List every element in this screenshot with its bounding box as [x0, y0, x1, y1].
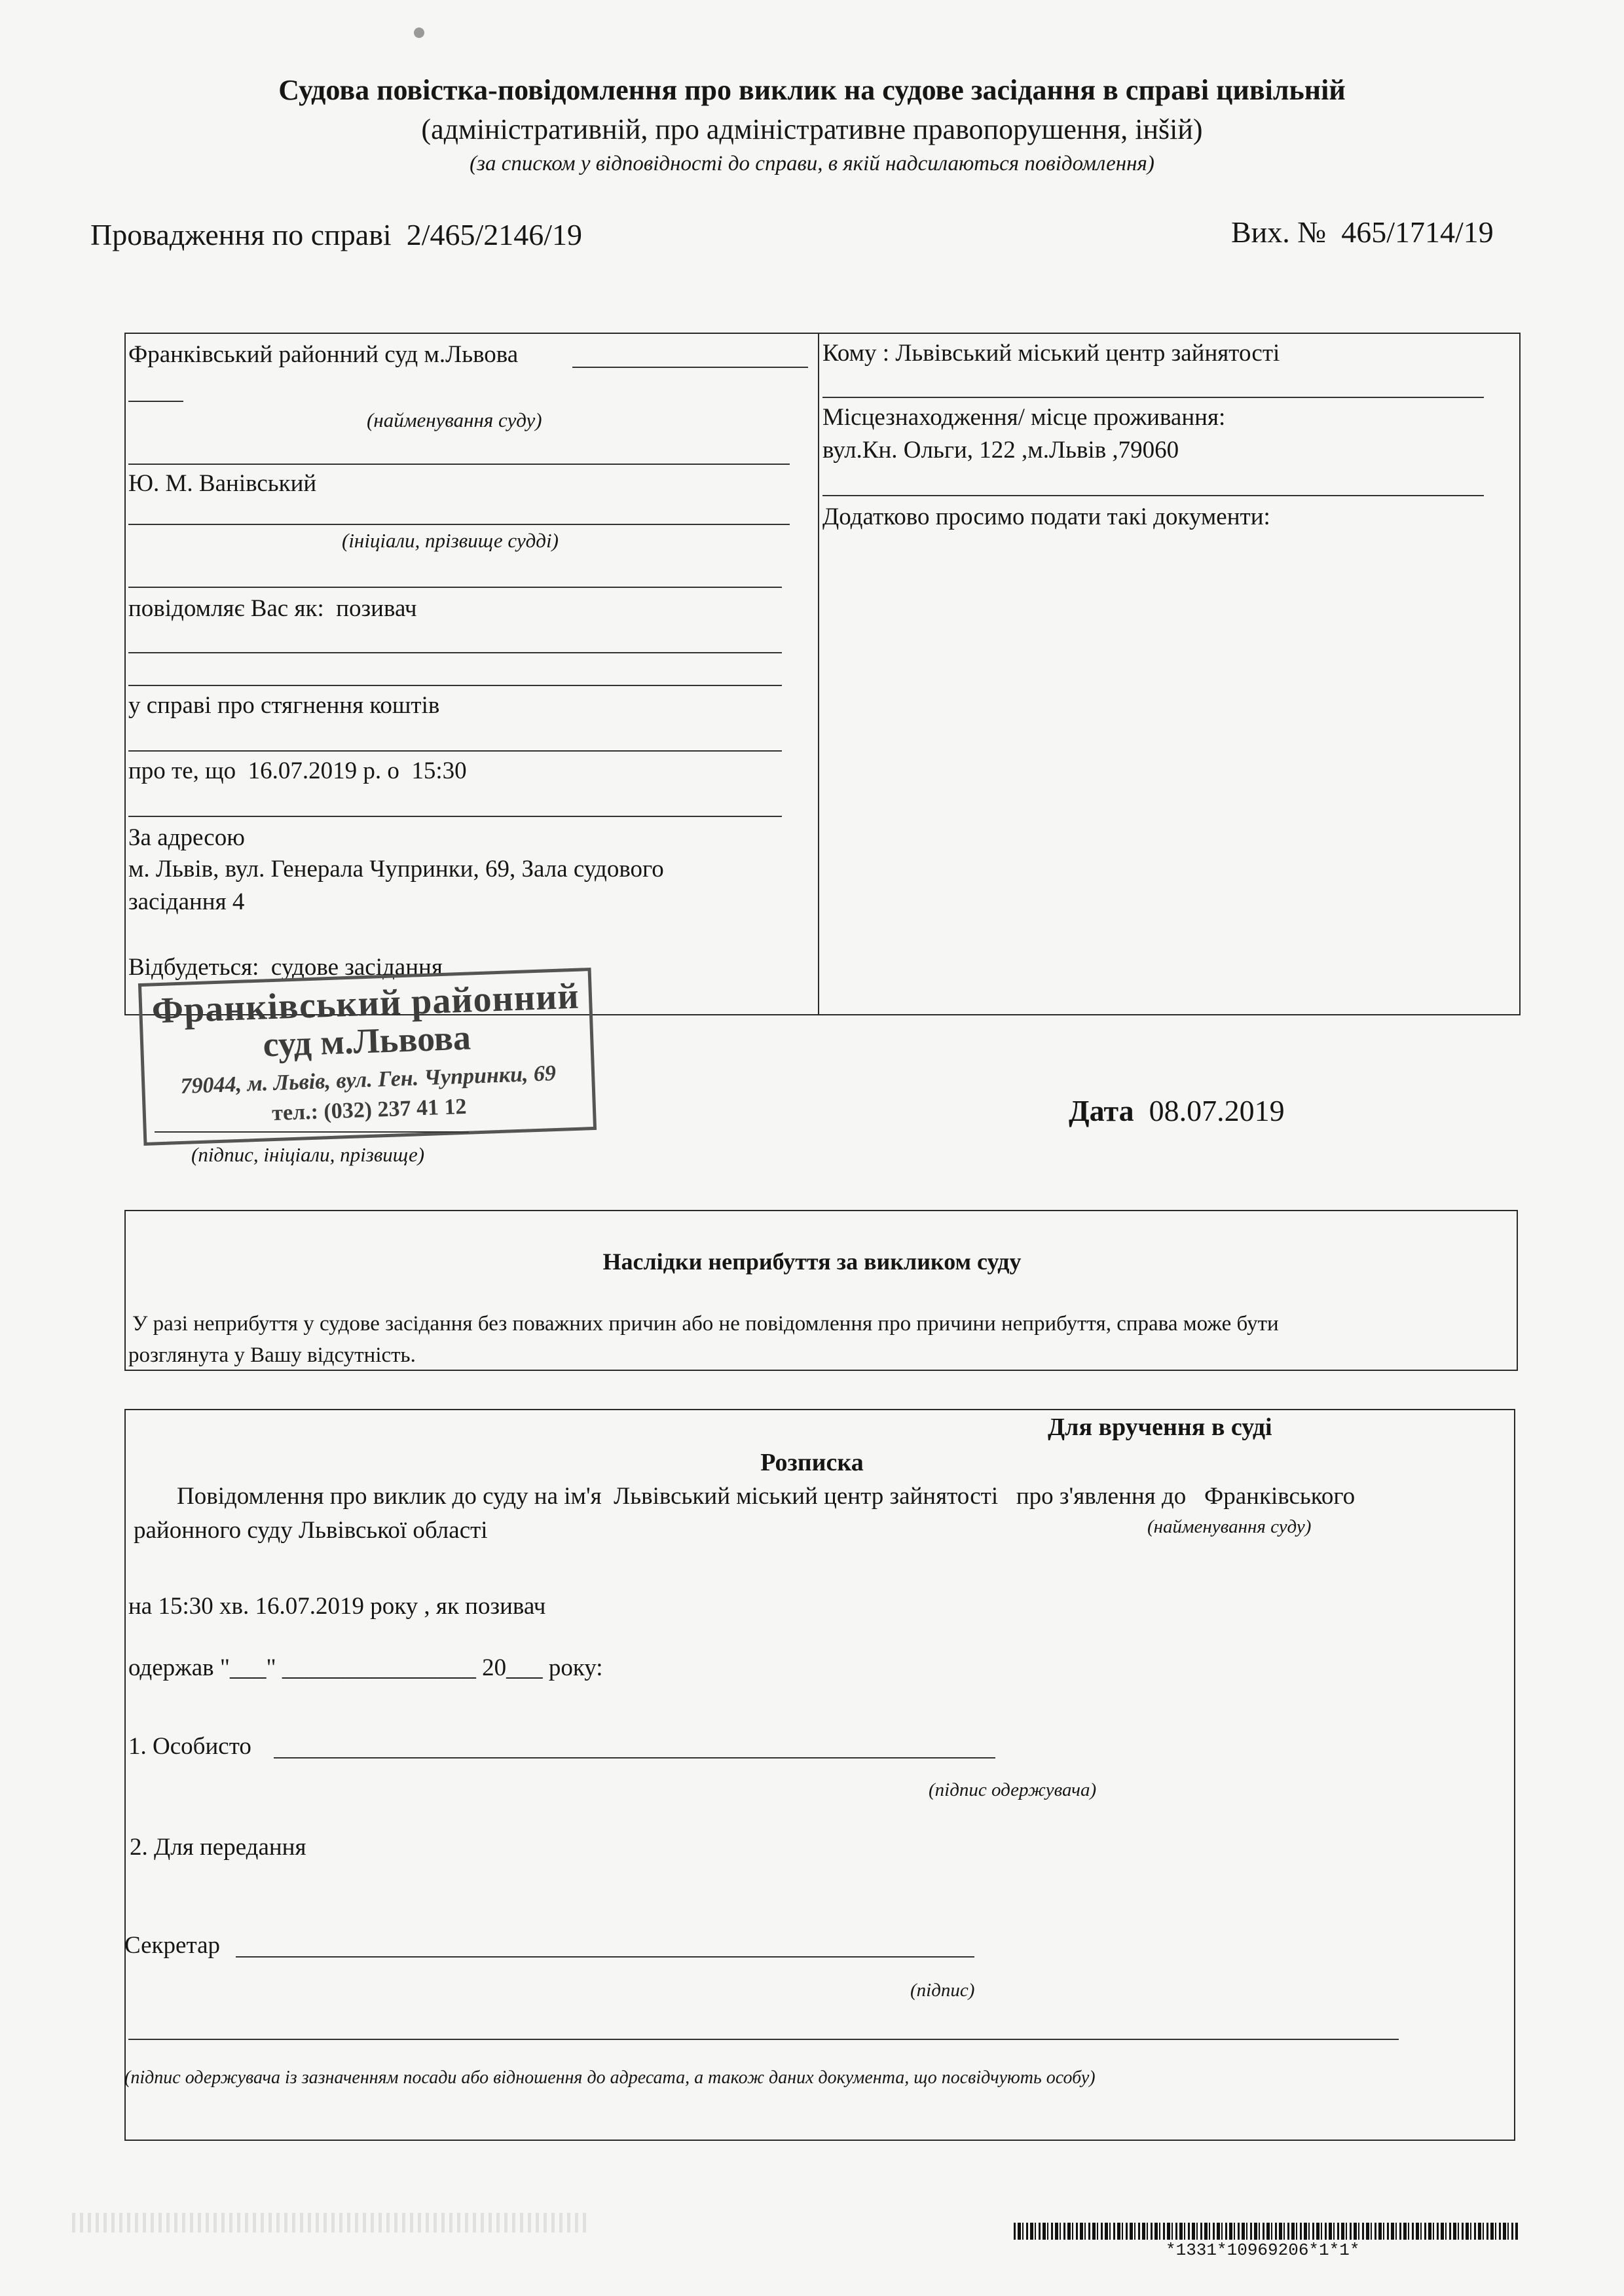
outgoing-line: [1231, 215, 1494, 249]
document-note: (за списком у відповідності до справи, в якій надсилаються повідомлення): [470, 152, 1154, 175]
rule-line: [128, 652, 782, 653]
consequences-title: Наслідки неприбуття за викликом суду: [602, 1248, 1022, 1275]
judge-name: Ю. М. Ванівський: [128, 470, 317, 497]
secretary-label: Секретар: [124, 1932, 220, 1959]
case-subject: у справі про стягнення коштів: [128, 692, 440, 719]
for-court-label: Для вручення в суді: [1048, 1413, 1272, 1441]
rule-line: [128, 816, 782, 817]
stamp-line3: 79044, м. Львів, вул. Ген. Чупринки, 69: [179, 1061, 557, 1099]
event-value: судове засідання: [270, 954, 443, 981]
notify-role: позивач: [336, 595, 417, 622]
address-label: За адресою: [128, 824, 245, 851]
receipt-line1-b: про з'явлення до: [1016, 1483, 1187, 1510]
location-value: вул.Кн. Ольги, 122 ,м.Львів ,79060: [822, 437, 1179, 464]
receipt-recipient: Львівський міський центр зайнятості: [614, 1483, 999, 1510]
case-line: [90, 217, 582, 252]
rule-line: [128, 750, 782, 752]
time-prefix: р. о: [363, 757, 399, 784]
receipt-court-caption: (найменування суду): [1147, 1516, 1312, 1537]
outgoing-number: 465/1714/19: [1341, 215, 1494, 249]
court-caption: (найменування суду): [367, 409, 542, 431]
receipt-court-part1: Франківського: [1204, 1483, 1356, 1510]
signature-caption: (підпис, ініціали, прізвище): [191, 1143, 425, 1166]
recipient-sign-caption: (підпис одержувача): [929, 1779, 1097, 1800]
court-stamp: [138, 968, 597, 1146]
judge-caption: (ініціали, прізвище судді): [342, 529, 559, 552]
date-value: 08.07.2019: [1149, 1094, 1285, 1127]
receipt-title: Розписка: [760, 1449, 864, 1476]
address-line2: засідання 4: [128, 888, 245, 915]
receipt-line1: [177, 1481, 1355, 1513]
received-line: одержав "___" ________________ 20___ року:: [128, 1654, 603, 1681]
date-label: Дата: [1069, 1094, 1134, 1127]
punch-hole: [414, 27, 424, 38]
footer-caption: (підпис одержувача із зазначенням посади або відношення до адресата, а також даних документа, що посвідчують особу): [124, 2068, 1096, 2088]
hearing-datetime: [128, 756, 467, 788]
barcode: [1014, 2223, 1518, 2240]
stamp-line1: Франківський районний: [151, 975, 580, 1032]
rule-line: [822, 397, 1484, 398]
stamp-line2: суд м.Львова: [262, 1017, 471, 1065]
summons-divider: [818, 333, 819, 1015]
notify-label: повідомляє Вас як:: [128, 595, 324, 622]
barcode-number: *1331*10969206*1*1*: [1166, 2240, 1360, 2260]
receipt-time-line: на 15:30 хв. 16.07.2019 року , як позивач: [128, 1593, 546, 1620]
for-transfer-label: 2. Для передання: [130, 1834, 306, 1861]
footer-sign-line: [128, 2039, 1399, 2040]
personally-label: 1. Особисто: [128, 1733, 251, 1760]
rule-line: [128, 464, 790, 465]
case-label: Провадження по справі: [90, 218, 392, 251]
document-title: Судова повістка-повідомлення про виклик на судове засідання в справі цивільній: [278, 74, 1346, 106]
secretary-sign-caption: (підпис): [910, 1980, 975, 2001]
court-name-fill-line-2: [128, 401, 183, 402]
rule-line: [128, 587, 782, 588]
hearing-time: 15:30: [411, 757, 467, 784]
personally-sign-line: [274, 1757, 995, 1758]
about-label: про те, що: [128, 757, 236, 784]
to-label: Кому :: [822, 340, 890, 367]
documents-label: Додатково просимо подати такі документи:: [822, 503, 1270, 530]
hearing-date: 16.07.2019: [248, 757, 358, 784]
consequences-line1: У разі неприбуття у судове засідання без поважних причин або не повідомлення про причини неприбуття, справа може бути: [132, 1312, 1279, 1336]
location-label: Місцезнаходження/ місце проживання:: [822, 404, 1226, 431]
stamp-line4: тел.: (032) 237 41 12: [271, 1094, 468, 1126]
consequences-line2: розглянута у Вашу відсутність.: [128, 1343, 416, 1367]
recipient-line: [822, 338, 1280, 370]
issue-date: [1069, 1093, 1285, 1128]
secretary-sign-line: [236, 1956, 974, 1958]
case-number: 2/465/2146/19: [406, 218, 583, 251]
notify-line: [128, 593, 417, 625]
court-name: Франківський районний суд м.Львова: [128, 341, 519, 368]
recipient-name: Львівський міський центр зайнятості: [895, 340, 1280, 367]
address-line1: м. Львів, вул. Генерала Чупринки, 69, Зала судового: [128, 856, 664, 883]
court-name-fill-line: [572, 367, 808, 368]
bleed-through-barcode: [72, 2213, 589, 2232]
outgoing-label: Вих. №: [1231, 215, 1327, 249]
event-label: Відбудеться:: [128, 954, 259, 981]
signature-line: [155, 1131, 469, 1133]
rule-line: [822, 495, 1484, 496]
rule-line: [128, 685, 782, 686]
receipt-court-part2: районного суду Львівської області: [134, 1517, 488, 1544]
rule-line: [128, 524, 790, 525]
document-subtitle: (адміністративній, про адміністративне правопорушення, інšій): [421, 113, 1203, 145]
receipt-line1-a: Повідомлення про виклик до суду на ім'я: [177, 1483, 602, 1510]
